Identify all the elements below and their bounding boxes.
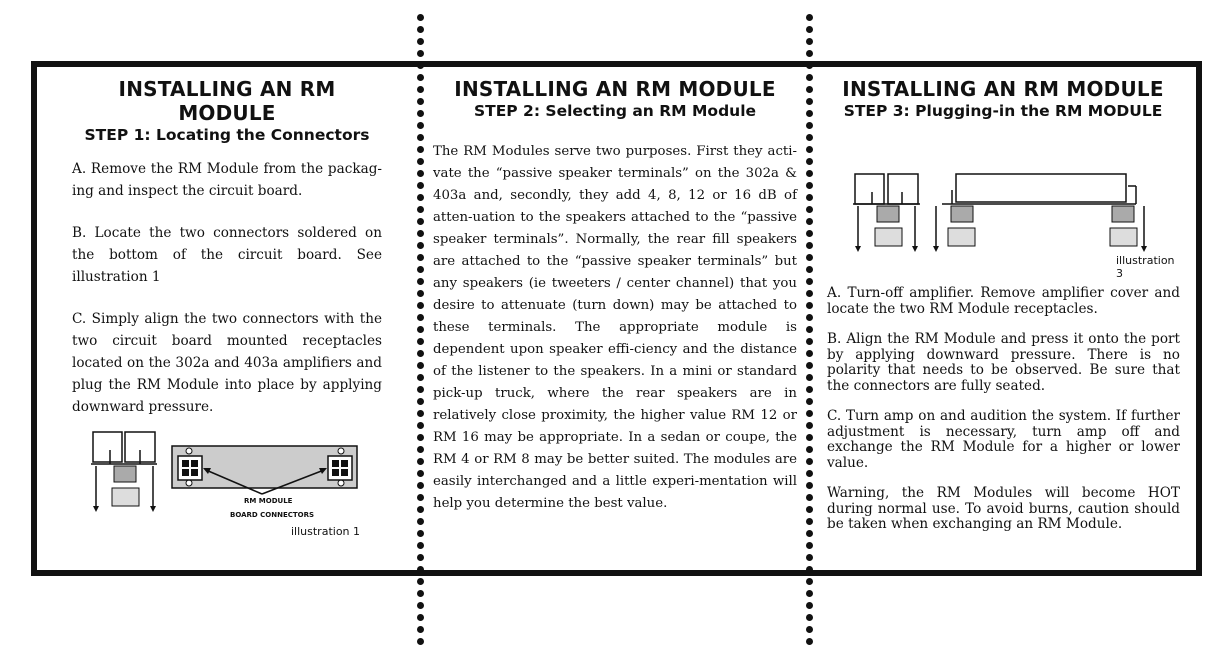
connector-label-line-1: RM MODULE [244, 497, 293, 505]
paragraph-a: A. Remove the RM Module from the packag-ing and inspect the circuit board. [72, 161, 382, 199]
paragraph-c: C. Turn amp on and audition the system. If further adjustment is necessary, turn amp off and exchange the RM Module for a higher or lower value. [827, 408, 1180, 471]
paragraph-b: B. Locate the two connectors soldered on the bottom of the circuit board. See illustration 1 [72, 225, 382, 285]
paragraph-main: The RM Modules serve two purposes. First they acti-vate the “passive speaker terminals” on the 302a & 403a and, secondly, they add 4, 8, 12 or 16 dB of atten-uation to the speakers attached to the “passive speaker terminals”. Normally, the rear fill speakers are attached to the “passive speaker terminals” but any speakers (ie tweeters / center channel) that you desire to attenuate (turn down) may be attached to these terminals. The appropriate module is dependent upon speaker effi-ciency and the distance of the listener to the speakers. In a mini or standard pick-up truck, where the rear speakers are in relatively close proximity, the higher value RM 12 or RM 16 may be appropriate. In a sedan or coupe, the RM 4 or RM 8 may be better suited. The modules are easily interchanged and a little experi-mentation will help you determine the best value. [433, 144, 797, 511]
paragraph-a: A. Turn-off amplifier. Remove amplifier cover and locate the two RM Module receptacles. [827, 285, 1180, 317]
panel-subtitle: STEP 3: Plugging-in the RM MODULE [843, 102, 1163, 120]
illustration-3-caption: illustration 3 [1116, 254, 1175, 280]
fold-dot [417, 626, 424, 633]
fold-dot [806, 638, 813, 645]
paragraph-c: C. Simply align the two connectors with the two circuit board mounted receptacles located on the 302a and 403a amplifiers and plug the RM Module into place by applying downward pressure. [72, 311, 382, 415]
illustration-1-caption: illustration 1 [291, 525, 361, 538]
panel-step-3 [826, 77, 1180, 120]
fold-dot [417, 602, 424, 609]
paragraph-warning: Warning, the RM Modules will become HOT during normal use. To avoid burns, caution should be taken when exchanging an RM Module. [827, 485, 1180, 532]
fold-dot [417, 638, 424, 645]
fold-dot [806, 14, 813, 21]
panel-title: INSTALLING AN RM MODULE [118, 77, 336, 125]
fold-dot [417, 50, 424, 57]
fold-dot [806, 602, 813, 609]
fold-dot [417, 14, 424, 21]
panel-subtitle: STEP 2: Selecting an RM Module [473, 102, 757, 120]
fold-dot [806, 26, 813, 33]
illustration-3 [852, 170, 1182, 280]
fold-dot [806, 578, 813, 585]
illustration-1-drawing [90, 430, 365, 520]
fold-dot [806, 590, 813, 597]
fold-dot [417, 578, 424, 585]
panel-step-2 [433, 77, 797, 515]
fold-dot [417, 590, 424, 597]
panel-title: INSTALLING AN RM MODULE [842, 77, 1164, 101]
paragraph-b: B. Align the RM Module and press it onto the port by applying downward pressure. There is no polarity that needs to be observed. Be sure that the connectors are fully seated. [827, 331, 1180, 394]
fold-dot [806, 38, 813, 45]
fold-dot [806, 626, 813, 633]
illustration-3-drawing [852, 170, 1152, 254]
connector-label-line-2: BOARD CONNECTORS [230, 511, 315, 519]
panel-title: INSTALLING AN RM MODULE [454, 77, 776, 101]
fold-dot [806, 50, 813, 57]
illustration-1 [90, 430, 365, 545]
fold-dot [806, 614, 813, 621]
panel-subtitle: STEP 1: Locating the Connectors [84, 126, 370, 144]
panel-step-1 [72, 77, 382, 418]
fold-dot [417, 614, 424, 621]
fold-dot [417, 38, 424, 45]
fold-dot [417, 26, 424, 33]
panel-step-3-text [827, 286, 1180, 533]
